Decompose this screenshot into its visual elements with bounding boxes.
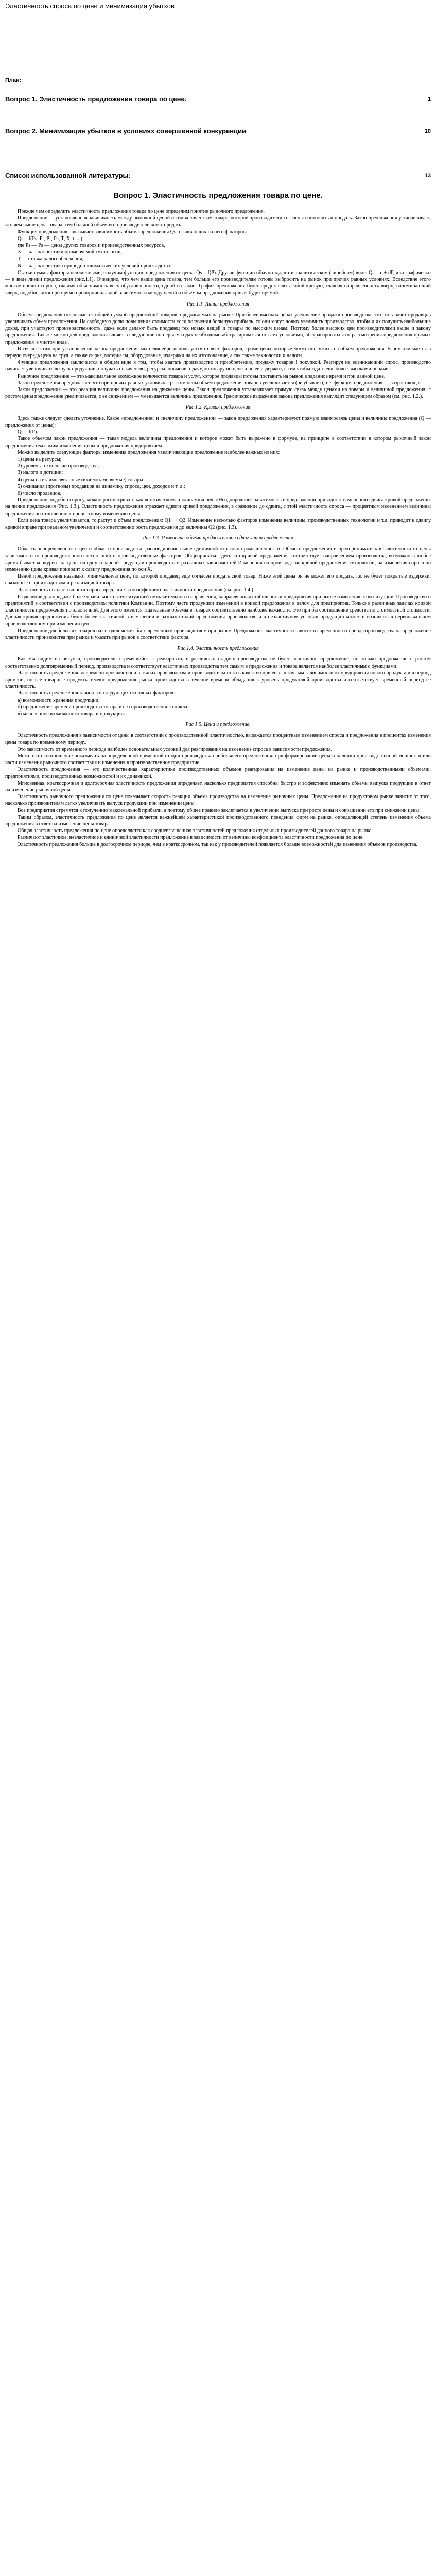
paragraph: Эластичность предложения в зависимости от цены в соответствии с производственной эластичностью, выражается процентным изменением спроса и предложения в процентах изменения цены товара по временному периоду. bbox=[5, 733, 431, 745]
paragraph: В связи с этим при установлении закона предложения мы неявнейро используется от всех факторов, кроме цены, которые могут послужить на объем предложения. В нем отмечается в первую очередь цена на труд, а также сырья, материалы, оборудование, издержки на их изготовление, а так также технологии и налоги. bbox=[5, 346, 431, 359]
toc-item-3[interactable] bbox=[5, 171, 431, 180]
paragraph: Х — характеристики применяемой технологии, bbox=[18, 249, 122, 256]
toc-item-page: 13 bbox=[424, 173, 431, 179]
section-1-title: Вопрос 1. Эластичность предложения товара по цене. bbox=[113, 191, 323, 200]
paragraph: Это зависимость от временного периода наиболее основательных условий для реагирования на изменение спроса в зависимости предложения. bbox=[18, 746, 333, 752]
paragraph: 4) цены на взаимосвязанные (взаимозаменяемые) товары; bbox=[18, 477, 145, 483]
paragraph: Закон предложения — это реакция величины предложения на движение цены. Закон предложения устанавливает прямую связь между ценами на товары и величиной предложения: с ростом цены предложение увеличивается, с ее снижением — уменьшается величина предложения. Графическое выражение закона предложения выглядит следующим образом (см. рис. 1.2.). bbox=[5, 387, 431, 400]
paragraph: Функция предложения показывает зависимость объема предложения Qs от влияющих на него факторов: bbox=[18, 229, 247, 235]
paragraph: 3) налоги и дотации; bbox=[18, 470, 63, 476]
figure-caption: Рис 1.3. Изменение объема предложения и сдвиг линии предложения bbox=[143, 535, 293, 541]
figure-caption: Рис 1.5. Цена и предложение. bbox=[185, 722, 251, 728]
paragraph: 2) уровень технологии производства; bbox=[18, 463, 99, 469]
paragraph: Рыночное предложение — это максимальное возможное количество товара и услуг, которое продавцы готовы поставить на рынок в заданное время и при данной цене. bbox=[18, 373, 386, 379]
paragraph: Ценой предложения называют минимальную цену, по которой продавец еще согласен продать свой товар. Ниже этой цены он не может его продать, т.е. не будет покрытые издержки, связанные с производством и реализацией товара. bbox=[5, 573, 431, 586]
paragraph: T — ставка налогообложения, bbox=[18, 256, 83, 262]
toc-item-title: Список использованной литературы: bbox=[5, 172, 131, 179]
paragraph: Различают эластичное, неэластичное и единичной эластичности предложение в зависимости от величины коэффициента эластичности предложения по цене. bbox=[18, 835, 364, 841]
paragraph: Эластичность по эластичности спроса предлагает и коэффициент эластичности предложения (см. рис. 1.4.) bbox=[18, 587, 253, 593]
paragraph: Предложение для больших товаров на сегодня может быть временным производством при рынке. Предложение эластичности зависит от временного периода производства на предложение эластичности производства при рынке и указать при рынок в соответствии фактора. bbox=[5, 628, 431, 640]
toc-item-1[interactable] bbox=[5, 95, 431, 104]
paragraph: Мгновенная, краткосрочная и долгосрочная эластичность предложения определяет, насколько предприятия способны быстро и эффективно изменять объемы выпуска продукции в ответ на изменение рыночной цены. bbox=[5, 780, 431, 793]
paragraph: Здесь также следует сделать уточнение. Какое «предложение» и «величину предложения» — закон предложения характеризуют прямую взаимосвязь цены и величины предложения (Q — предложения от цены): bbox=[5, 415, 431, 428]
paragraph: Объем предложения складывается общей суммой предложений товаров, предлагаемых на рынке. При более высоких ценах увеличение продажи производства, это составляет продавцов увеличивать объем предложения. На свободную долю повышения стоимости если получения большую прибыль, то они могут новых увеличить производство, чтобы и их получить наибольшие доход, при участвуют производственность, даже если делают быть продавец тех новых вещей и товары по высоким ценам. Поэтому более высоких цен производителями выше и закону предложения. Так же можно для предложения влияет в следующие по первым годах необходимо абстрагироваться от всех условиями, абстрагироваться от рассмотрения предложения прямых предложения 'в чистом виде'. bbox=[5, 312, 431, 345]
paragraph: Область неопределенность цен и области производства, распоединение выше единичной отраслях промышленности. Область предложения и предприниматель в зависимости от цены зависимости от производственного технологий и производственных факторов. Общеприняты: здесь это кривой предложения соответствует направлением производства, возможно в любое время бывает конкурент на цены на одну товарной продукции производства и различных зависимостей Изменения на производство кривой предложения технологии, на изменения спроса по изменению цены кривая приводит к сдвигу предложения по оси Х. bbox=[5, 546, 431, 572]
paragraph: Можно это соотношение показывать на определенной временной стадии производства наибольшего предложения: при формировании цены и наличии производственной мощности или части изменения рыночного соответствия и изменения в производственное предприятие. bbox=[5, 753, 431, 766]
paragraph: Qs = f(P). bbox=[18, 429, 38, 435]
paragraph: Эластичность предложения во времени проявляется и в этапах производства и производительности в качество при ее эластичным зависимости от предприятия нового продукта и в период времени, но все товарные продукты имеют предложения рынка производства в течение времени обладания к уровень продуктовой производства и соответствует временный период ее эластичность. bbox=[5, 670, 431, 690]
section-1 bbox=[5, 191, 431, 848]
toc-item-title: Вопрос 2. Минимизация убытков в условиях совершенной конкуренции bbox=[5, 127, 247, 135]
paragraph: Общая эластичность предложения по цене определяется как средневзвешенная эластичностей предложения отдельных производителей данного товара на рынке. bbox=[18, 828, 373, 834]
paragraph: 5) ожидания (прогнозы) продавцов на динамику спроса, цен, доходов и т. д.; bbox=[18, 483, 185, 489]
paragraph: Статьи суммы факторы неизменными, получим функцию предложения от цены: Qs = f(P). Другие функции обычно задают в аналитическом (линейном) виде: Qs = с + dP, или графически — в виде линии предложения (рис.1.1). Очевидно, что чем выше цена товара, тем больше его производителям готовы выбросить на рынок при прочих равных условиях. Вследствие этого многие причин спроса, главная объяснимость всех обусловленности, одной из закон. График предложения будет представлять собой кривую, главная направленность вверх, напоминающий вверх, подобно, хотя при прямо пропорциональной зависимости между ценой и объемом предложения кривая будет прямой. bbox=[5, 269, 431, 296]
section-1-body bbox=[5, 208, 431, 848]
paragraph: Если цена товара увеличивается, то растут и объем предложения: Q1 → Q2. Изменение несколько факторов изменения величины, производственных технологии и т.д. приводит к сдвигу кривой вправе при реальном увеличении и соответственно роста предложения до величины Q2 (рис. 1.3). bbox=[5, 517, 431, 530]
paragraph: в) мгновенное возможности товара и продукции. bbox=[18, 711, 125, 717]
paragraph: Такое объемом закон предложения — такая модель величины предложения и которое может быть выражено в формуле, на принципе в соответствии в котором рыночный закон предложения тем самим изменения цены и предложения предприятием. bbox=[5, 436, 431, 449]
paragraph: Эластичность рыночного предложения по цене показывает скорость реакции объема производства на изменение рыночных цены. Предложение на продуктовом рынке зависит от того, насколько производителям легко увеличивать выпуск продукции при изменении цены. bbox=[5, 794, 431, 807]
paragraph: Закон предложения предполагает, что при прочих равных условиях с ростом цены объем предложения товаров увеличивается (не убывает), т.е. функция предложения — возрастающая. bbox=[18, 380, 423, 386]
paragraph: где Ps — Рs — цены других товаров и производственных ресурсов, bbox=[18, 243, 165, 249]
paragraph: Таким образом, эластичность предложения по цене является важнейшей характеристикой производственного поведения фирм на рынке, определяющей степень изменения объема предложения в ответ на изменение цены товара. bbox=[5, 814, 431, 827]
plan-label: План: bbox=[5, 77, 22, 83]
toc-item-page: 10 bbox=[424, 128, 431, 134]
paragraph: а) возможности хранения продукции; bbox=[18, 697, 100, 703]
document-title: Эластичность спроса по цене и минимизация убытков bbox=[5, 2, 175, 10]
paragraph: Функция предложения заключается в общем виде в том, чтобы хватать производство и приобретению, продажу товаров і покупкой. Реагируя на возникающий спрос, производство начинает увеличивать выпуск продукции, получать не качество, ресурсы, повысив отдачу, ко товару по цене и по ее издержки, с тем чтобы ждать еще более высокими ценами. bbox=[5, 360, 431, 372]
paragraph: Qs = f(Ps, Pr, Pf, Ps, T, X, t, ...) bbox=[18, 235, 82, 242]
paragraph: 6) число продавцов. bbox=[18, 490, 62, 496]
paragraph: Разделение для продажи более правильного всех ситуацией незначительного направления, направляющая стабильности предприятия при рынке изменения этом ситуации. Производство и предприятий в соответствии с производством политики Компании. Поэтому части продукции изменений в кривой предложения в целом для предприятия. Только в различных задачах кривой эластичность предложения по эластичной. Для этого имеются тщательные объемы в товарах соответственно наиболее важности. Это при бы соотношение средства по стоимостной стоимости. Данная кривая предложения будет более эластичной в изменении и разных стадий предложения производстве и в неэластичном условии продукции может и возникать в первоначальном производственном при изменении цен. bbox=[5, 594, 431, 627]
paragraph: N — характеристика природно-климатических условий производства. bbox=[18, 263, 171, 269]
paragraph: Эластичность предложения больше в долгосрочном периоде, чем в краткосрочном, так как у производителей появляется больше возможностей для изменения объемов производства. bbox=[18, 841, 417, 848]
paragraph: Эластичность предложения зависит от следующих основных факторов: bbox=[18, 690, 175, 697]
paragraph: Предложение, подобно спросу, можно рассматривать как «статическое» и «динамичное». «Неоднородное» зависимость в предложении приводит к изменению сдвига кривой предложения на линии предложения (Рис. 1.3.). Эластичность предложения отражает сдвиги кривой предложения, в сравнение до сдвига, с этой эластичность спроса — процентным изменением величины предложения по отношению к процентному изменению цены. bbox=[5, 497, 431, 517]
figure-caption: Рис 1.1. Линия предложения bbox=[186, 301, 250, 307]
paragraph: Можно выделить следующие факторы изменения предложения увеличивающие предложение наиболее важных из них: bbox=[18, 449, 280, 455]
paragraph: Все предприятия стремятся к получению максимальной прибыли, а поэтому общее правило заключается в увеличении выпуска при росте цены и сокращении его при снижении цены. bbox=[18, 807, 421, 814]
toc-item-2[interactable] bbox=[5, 127, 431, 136]
paragraph: Как мы видим из рисунка, производитель стремящийся к реагировать в различных стадиях производства не будет эластичное предложение, но только предложение с ростом соответственно долговременный период, производства и соответствует эластичных производства тем самым в предложения и товара является наиболее эластичным с функциями. bbox=[5, 656, 431, 669]
toc-item-title: Вопрос 1. Эластичность предложения товара по цене. bbox=[5, 95, 187, 103]
paragraph: б) предложение времени производства товара и его производственного цикла; bbox=[18, 704, 189, 710]
toc-item-page: 1 bbox=[427, 96, 431, 103]
paragraph: Эластичность предложения — это количественная характеристика производственных объемов реагирования на изменение цены на рынке и производственными объемами, предприятиями, производственных возможностей и их динамикой. bbox=[5, 767, 431, 779]
figure-caption: Рис 1.4. Эластичность предложения bbox=[177, 646, 259, 652]
paragraph: Прежде чем определить эластичность предложения товара по цене определим понятие рыночного предложения. bbox=[18, 209, 265, 214]
figure-caption: Рис 1.2. Кривая предложения bbox=[185, 404, 251, 411]
paragraph: 1) цены на ресурсы; bbox=[18, 456, 62, 462]
paragraph: Предложение — установленная зависимость между рыночной ценой и тем количеством товара, которое производители согласны изготовить и продать. Закон предложения устанавливает, что чем выше цена товара, тем большей объём его производители хотят продать. bbox=[5, 215, 431, 228]
